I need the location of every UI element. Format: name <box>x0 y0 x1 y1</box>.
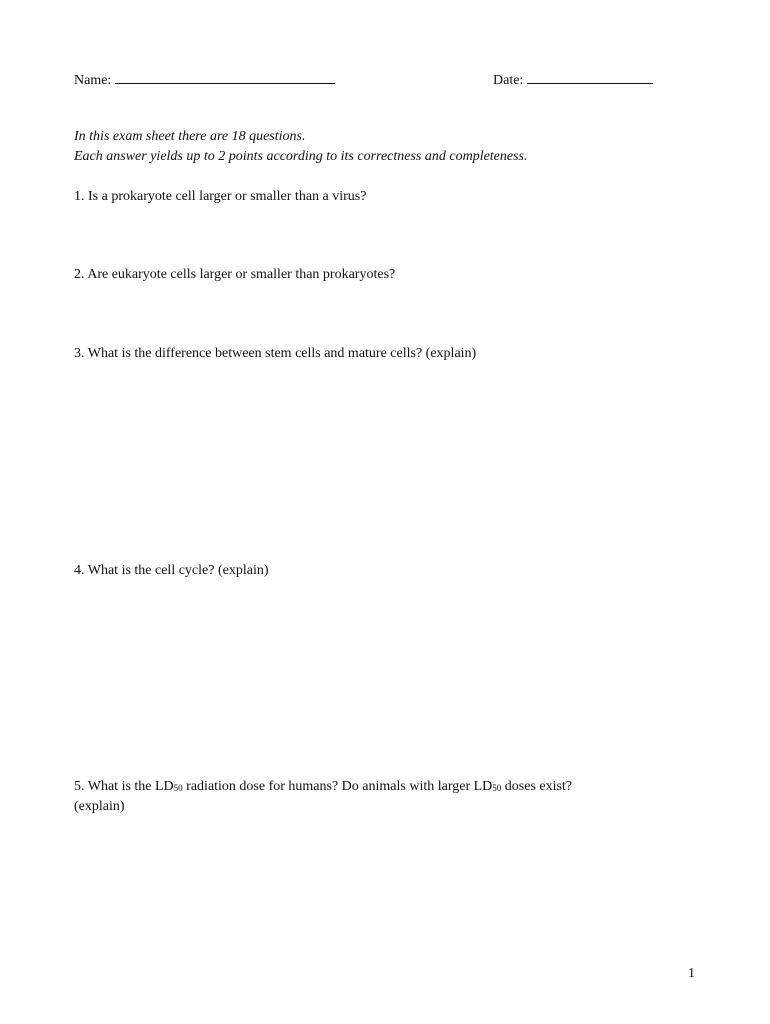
question-3: 3. What is the difference between stem cells and mature cells? (explain) <box>74 346 477 361</box>
name-field <box>74 71 335 89</box>
intro-line-1: In this exam sheet there are 18 questions. <box>74 129 306 144</box>
intro-line-2: Each answer yields up to 2 points according to its correctness and completeness. <box>74 149 528 164</box>
date-blank-line[interactable] <box>527 71 653 84</box>
question-5-subscript-2: 50 <box>492 783 502 793</box>
name-label: Name: <box>74 73 112 88</box>
page-number: 1 <box>688 966 695 981</box>
question-2: 2. Are eukaryote cells larger or smaller than prokaryotes? <box>74 267 396 282</box>
question-5-part-1: 5. What is the LD <box>74 779 174 794</box>
question-5-part-3: doses exist? <box>501 779 573 794</box>
question-5 <box>74 777 572 798</box>
question-5-subscript-1: 50 <box>173 783 183 793</box>
name-blank-line[interactable] <box>115 71 335 84</box>
date-field <box>493 71 653 89</box>
date-label: Date: <box>493 73 524 88</box>
question-5-line-2: (explain) <box>74 799 125 814</box>
question-1: 1. Is a prokaryote cell larger or smaller than a virus? <box>74 189 367 204</box>
question-4: 4. What is the cell cycle? (explain) <box>74 563 269 578</box>
question-5-part-2: radiation dose for humans? Do animals with larger LD <box>182 779 493 794</box>
